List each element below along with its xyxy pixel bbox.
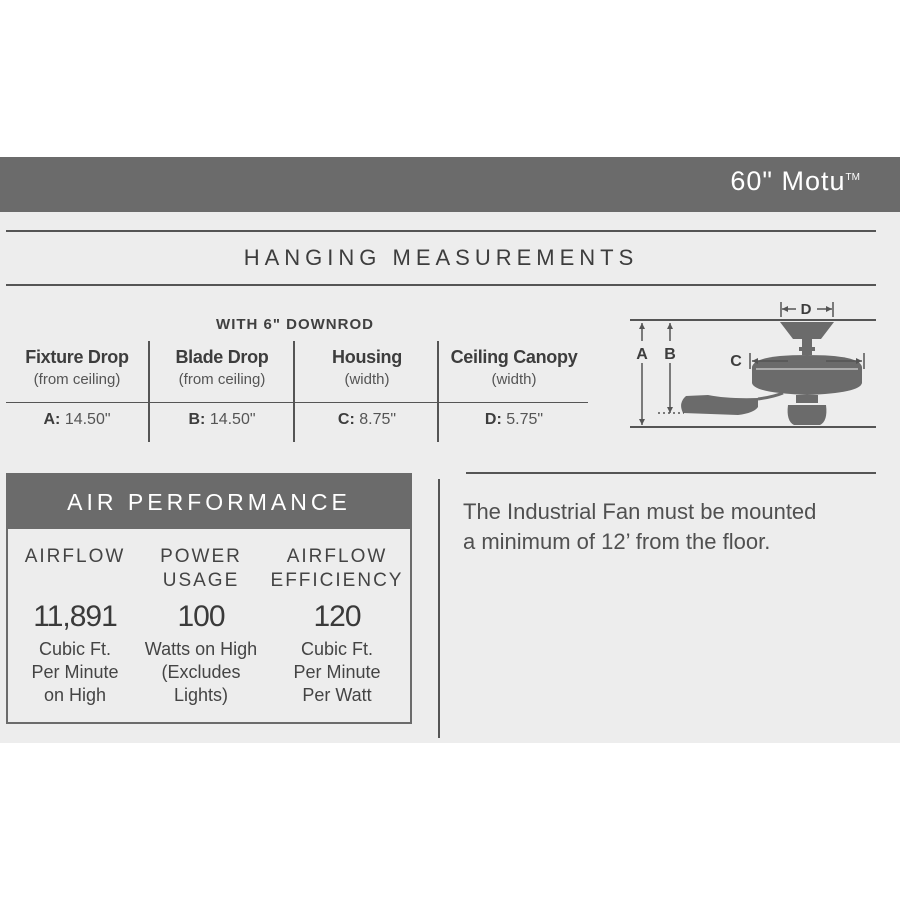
fixture-drop-value: [6, 411, 148, 429]
downrod-subtitle: WITH 6" DOWNROD: [216, 316, 374, 333]
title-bar: [0, 157, 900, 212]
arrow-left: [782, 306, 788, 312]
metric-unit-line: Cubic Ft.: [300, 639, 374, 659]
divider: [466, 472, 876, 474]
column-heading: Fixture Drop: [25, 347, 129, 367]
metric-unit: [134, 638, 268, 707]
spec-sheet-panel: [0, 157, 900, 743]
switch-housing: [796, 395, 818, 403]
label-b: B: [664, 346, 676, 363]
table-divider: [6, 402, 588, 403]
section-divider: [438, 479, 440, 738]
column-divider: [437, 341, 439, 442]
arrow-right: [826, 306, 832, 312]
arrow-down: [667, 407, 673, 413]
note-line: The Industrial Fan must be mounted: [463, 499, 817, 524]
metric-unit-line: (Excludes: [161, 662, 241, 682]
metric-label: [134, 545, 268, 593]
value-key: B:: [188, 411, 206, 428]
housing-value: [296, 411, 438, 429]
metric-unit-line: Lights): [173, 685, 229, 705]
ceiling-canopy-heading: [440, 347, 588, 388]
label-c: C: [730, 353, 742, 370]
value-number: 8.75": [359, 411, 397, 428]
airflow-column: [8, 545, 142, 707]
column-divider: [148, 341, 150, 442]
metric-value: 120: [313, 600, 361, 633]
downrod-collar: [799, 347, 815, 351]
metric-unit-line: Per Minute: [293, 662, 381, 682]
airflow-efficiency-column: [270, 545, 404, 707]
metric-unit-line: Per Minute: [31, 662, 119, 682]
power-usage-column: [134, 545, 268, 707]
fan-blade-shape: [681, 395, 758, 415]
divider: [6, 230, 876, 232]
ceiling-canopy-shape: [780, 322, 834, 339]
air-performance-title: AIR PERFORMANCE: [8, 475, 410, 529]
metric-label-line: EFFICIENCY: [270, 570, 404, 591]
metric-label-line: AIRFLOW: [286, 546, 388, 567]
metric-label: [270, 545, 404, 593]
mounting-note: [463, 497, 883, 557]
value-number: 5.75": [506, 411, 544, 428]
column-heading: Ceiling Canopy: [450, 347, 578, 367]
arrow-up: [667, 323, 673, 329]
metric-label-line: POWER: [160, 546, 242, 567]
column-subheading: (from ceiling): [33, 371, 121, 388]
value-key: D:: [484, 411, 502, 428]
metric-value: 11,891: [33, 600, 117, 633]
column-subheading: (from ceiling): [178, 371, 266, 388]
product-name: 60" Motu: [730, 166, 846, 196]
fixture-drop-heading: [6, 347, 148, 388]
blade-iron: [758, 393, 783, 399]
value-number: 14.50": [209, 411, 256, 428]
fan-dimension-diagram: [628, 295, 878, 435]
metric-label-line: USAGE: [162, 570, 240, 591]
metric-label-line: AIRFLOW: [24, 546, 126, 567]
hanging-measurements-title: HANGING MEASUREMENTS: [243, 245, 639, 270]
metric-label: [8, 545, 142, 593]
column-heading: Housing: [332, 347, 402, 367]
column-divider: [293, 341, 295, 442]
column-heading: Blade Drop: [175, 347, 269, 367]
metric-unit-line: Watts on High: [144, 639, 258, 659]
value-key: A:: [43, 411, 61, 428]
ceiling-canopy-value: [440, 411, 588, 429]
arrow-down: [639, 419, 645, 425]
value-number: 14.50": [64, 411, 111, 428]
trademark-mark: TM: [845, 172, 860, 183]
metric-unit: [270, 638, 404, 707]
housing-heading: [296, 347, 438, 388]
metric-unit: [8, 638, 142, 707]
column-subheading: (width): [491, 371, 537, 388]
label-d: D: [800, 301, 812, 318]
metric-unit-line: Cubic Ft.: [38, 639, 112, 659]
column-subheading: (width): [344, 371, 390, 388]
blade-drop-heading: [150, 347, 294, 388]
light-kit-shape: [788, 405, 827, 425]
product-title: [730, 157, 860, 199]
arrow-up: [639, 323, 645, 329]
air-performance-box: [6, 473, 412, 724]
blade-drop-value: [150, 411, 294, 429]
divider: [6, 284, 876, 286]
value-key: C:: [337, 411, 355, 428]
metric-unit-line: on High: [43, 685, 107, 705]
note-line: a minimum of 12’ from the floor.: [463, 529, 771, 554]
label-a: A: [636, 346, 648, 363]
metric-value: 100: [177, 600, 225, 633]
metric-unit-line: Per Watt: [302, 685, 372, 705]
